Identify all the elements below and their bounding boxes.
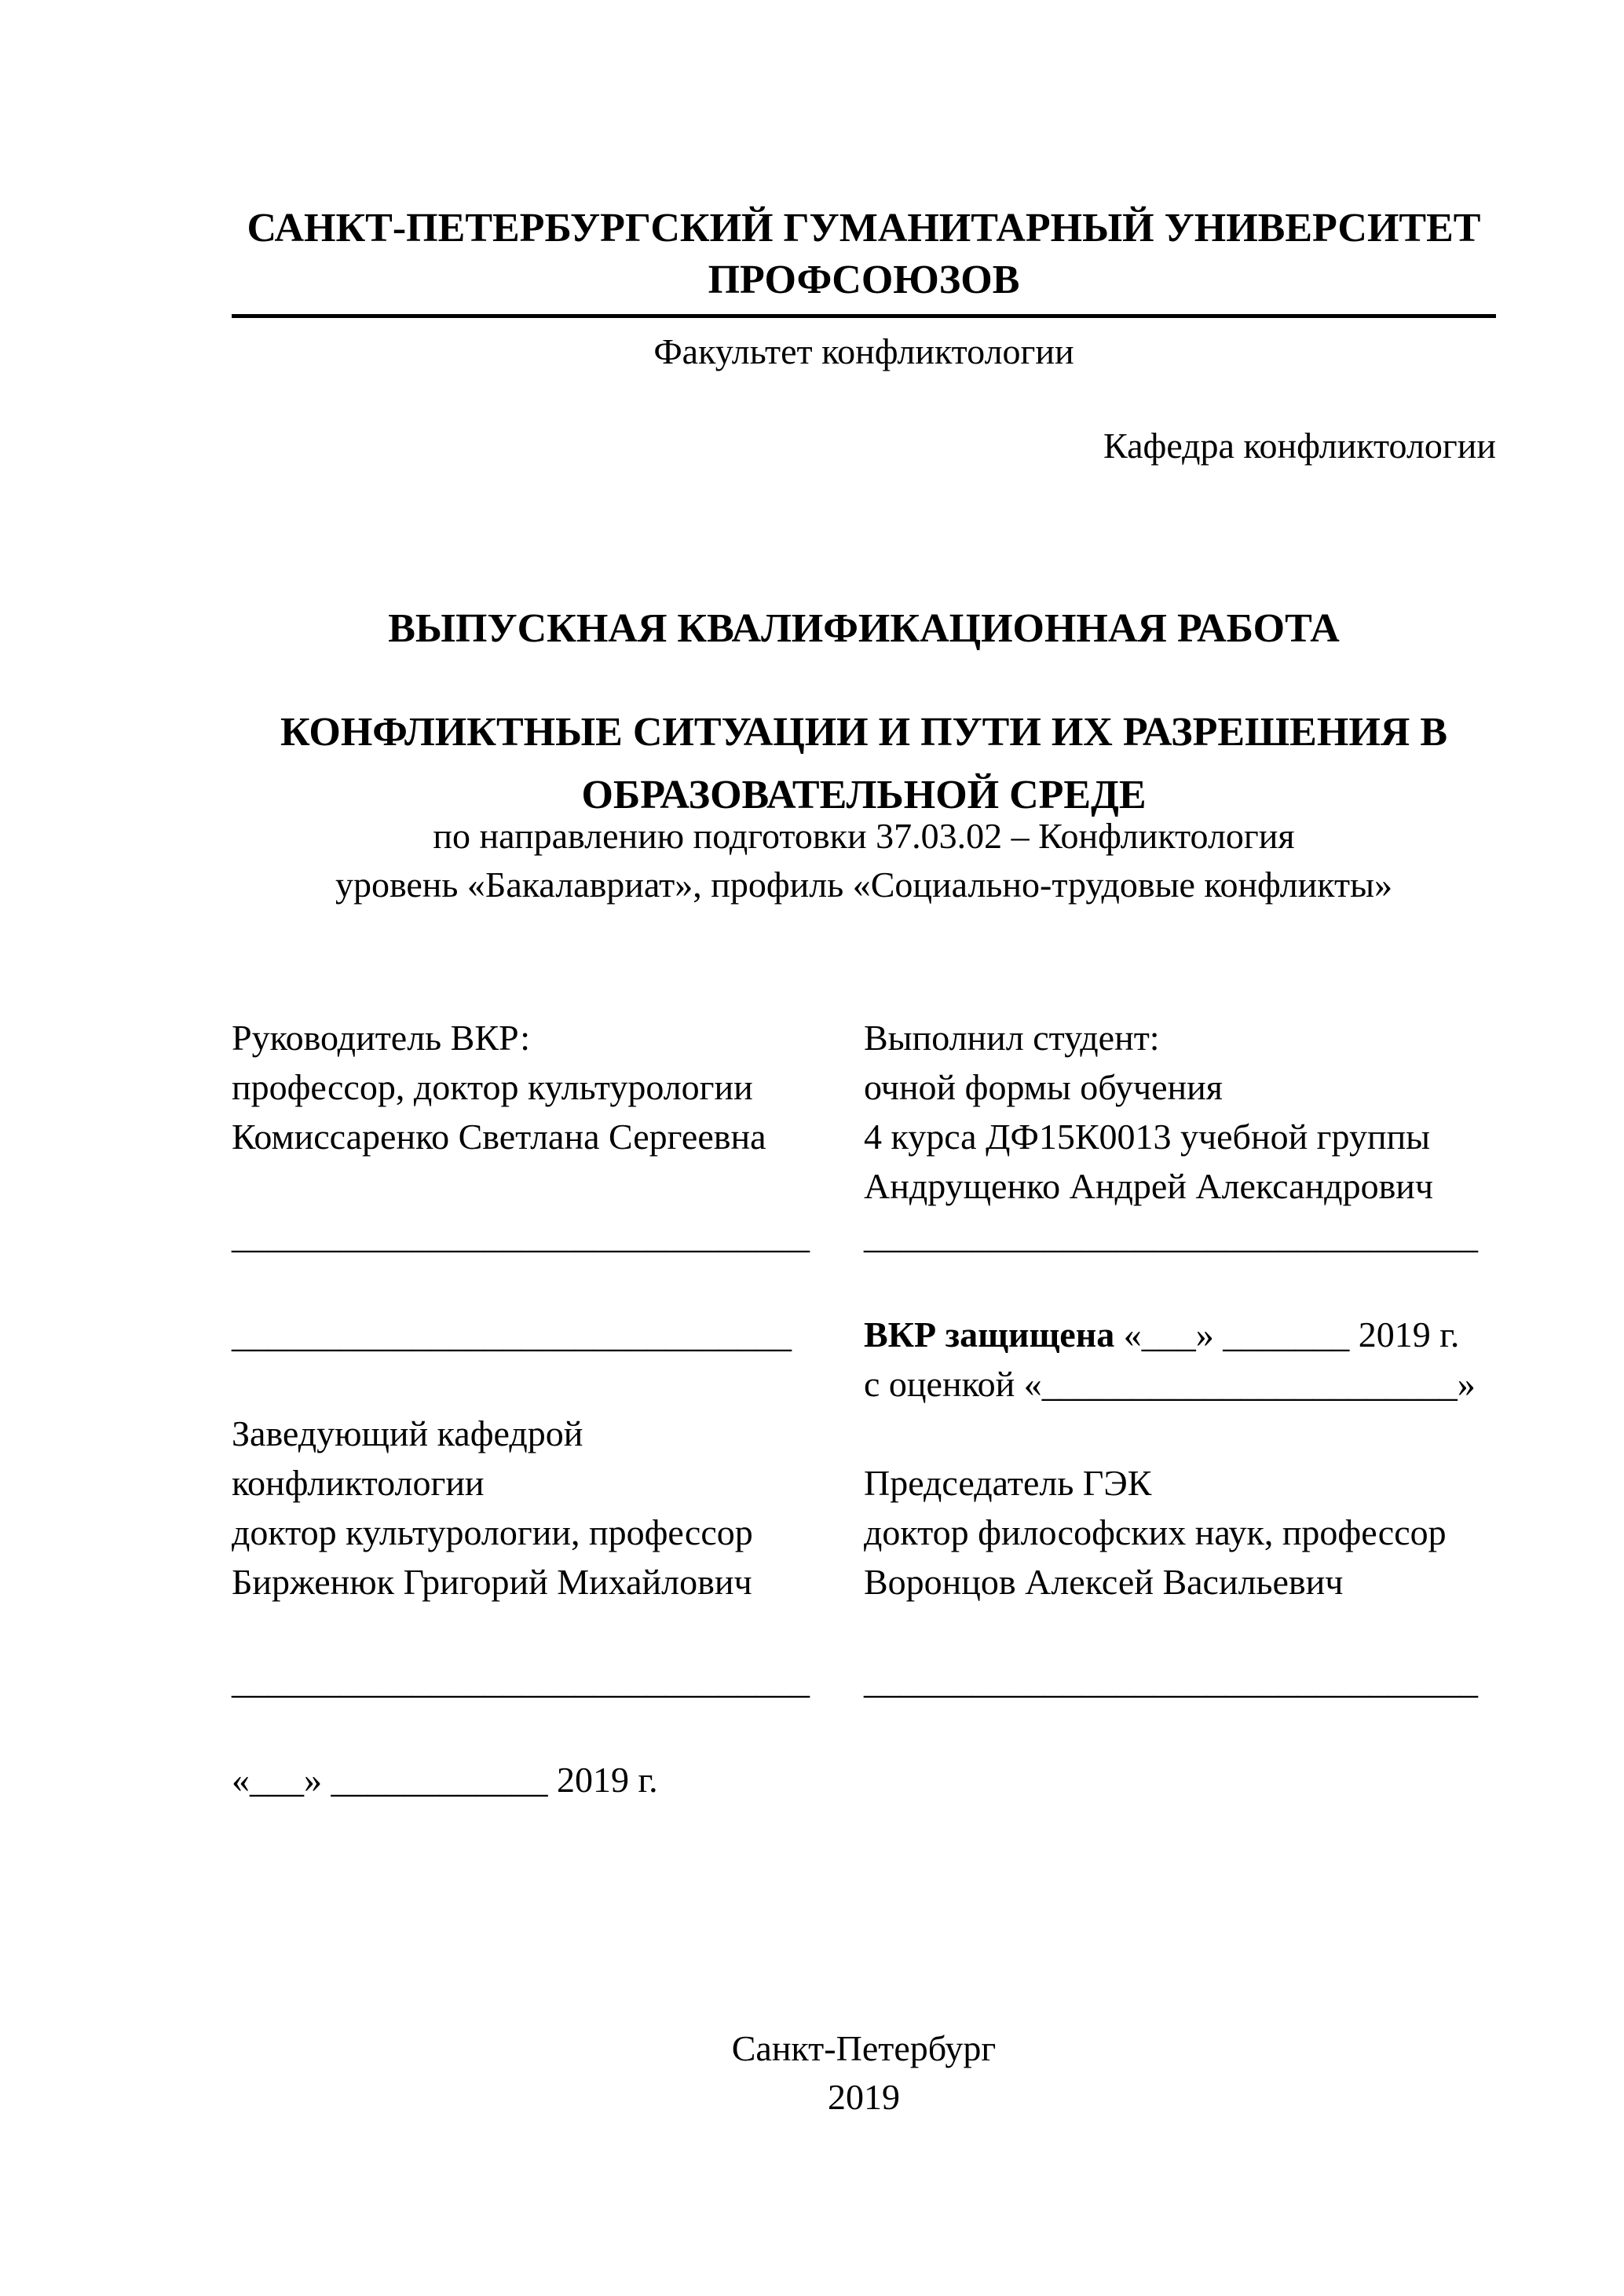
student-column-top: [864, 1013, 1496, 1310]
column-line: Андрущенко Андрей Александрович: [864, 1166, 1434, 1206]
column-line: 4 курса ДФ15К0013 учебной группы: [864, 1117, 1431, 1157]
university-name-line2: ПРОФСОЮЗОВ: [708, 258, 1020, 302]
column-line: [864, 1607, 1496, 1656]
signing-columns: [232, 1013, 1496, 1804]
column-line: доктор культурологии, профессор: [232, 1512, 753, 1552]
column-line: Руководитель ВКР:: [232, 1018, 531, 1058]
student-column: [864, 1013, 1496, 1706]
defense-date-line: [864, 1310, 1496, 1359]
column-line: Воронцов Алексей Васильевич: [864, 1562, 1344, 1602]
advisor-column: [232, 1013, 864, 1804]
footer-year: 2019: [828, 2077, 900, 2117]
column-line: [864, 1409, 1496, 1458]
defense-date-blanks: «___» _______ 2019 г.: [1114, 1314, 1460, 1355]
university-name-line1: САНКТ-ПЕТЕРБУРГСКИЙ ГУМАНИТАРНЫЙ УНИВЕРСИТЕТ: [247, 206, 1481, 250]
thesis-title: [232, 701, 1496, 827]
column-line: очной формы обучения: [864, 1067, 1223, 1107]
column-line: конфликтологии: [232, 1463, 485, 1503]
column-line: ________________________________: [232, 1661, 810, 1701]
student-column-bottom: [864, 1359, 1496, 1706]
column-line: __________________________________: [864, 1661, 1478, 1701]
footer-city: Санкт-Петербург: [731, 2028, 997, 2068]
column-line: [232, 1161, 864, 1211]
column-line: [232, 1607, 864, 1656]
column-line: с оценкой «_______________________»: [864, 1364, 1476, 1404]
column-line: «___» ____________ 2019 г.: [232, 1760, 658, 1800]
column-line: Комиссаренко Светлана Сергеевна: [232, 1117, 766, 1157]
footer: [232, 2024, 1496, 2122]
column-line: профессор, доктор культурологии: [232, 1067, 753, 1107]
university-header: [232, 203, 1496, 318]
level-profile-line: уровень «Бакалавриат», профиль «Социально-трудовые конфликты»: [335, 865, 1393, 905]
column-line: __________________________________: [864, 1216, 1478, 1256]
column-line: Председатель ГЭК: [864, 1463, 1152, 1503]
column-line: ________________________________: [232, 1216, 810, 1256]
column-line: _______________________________: [232, 1314, 792, 1355]
thesis-title-line1: КОНФЛИКТНЫЕ СИТУАЦИИ И ПУТИ ИХ РАЗРЕШЕНИЯ В: [280, 710, 1447, 755]
thesis-title-line2: ОБРАЗОВАТЕЛЬНОЙ СРЕДЕ: [581, 773, 1147, 817]
column-line: Выполнил студент:: [864, 1018, 1160, 1058]
defense-label: ВКР защищена: [864, 1314, 1115, 1355]
faculty-label: Факультет конфликтологии: [653, 331, 1074, 371]
column-line: [232, 1359, 864, 1409]
column-line: Бирженюк Григорий Михайлович: [232, 1562, 752, 1602]
work-type-title: ВЫПУСКНАЯ КВАЛИФИКАЦИОННАЯ РАБОТА: [388, 606, 1340, 651]
column-line: Заведующий кафедрой: [232, 1413, 583, 1453]
column-line: [864, 1260, 1496, 1310]
department-label: Кафедра конфликтологии: [1103, 426, 1496, 466]
column-line: [232, 1706, 864, 1755]
column-line: доктор философских наук, профессор: [864, 1512, 1447, 1552]
column-line: [232, 1260, 864, 1310]
direction-line: по направлению подготовки 37.03.02 – Конфликтология: [433, 816, 1295, 856]
